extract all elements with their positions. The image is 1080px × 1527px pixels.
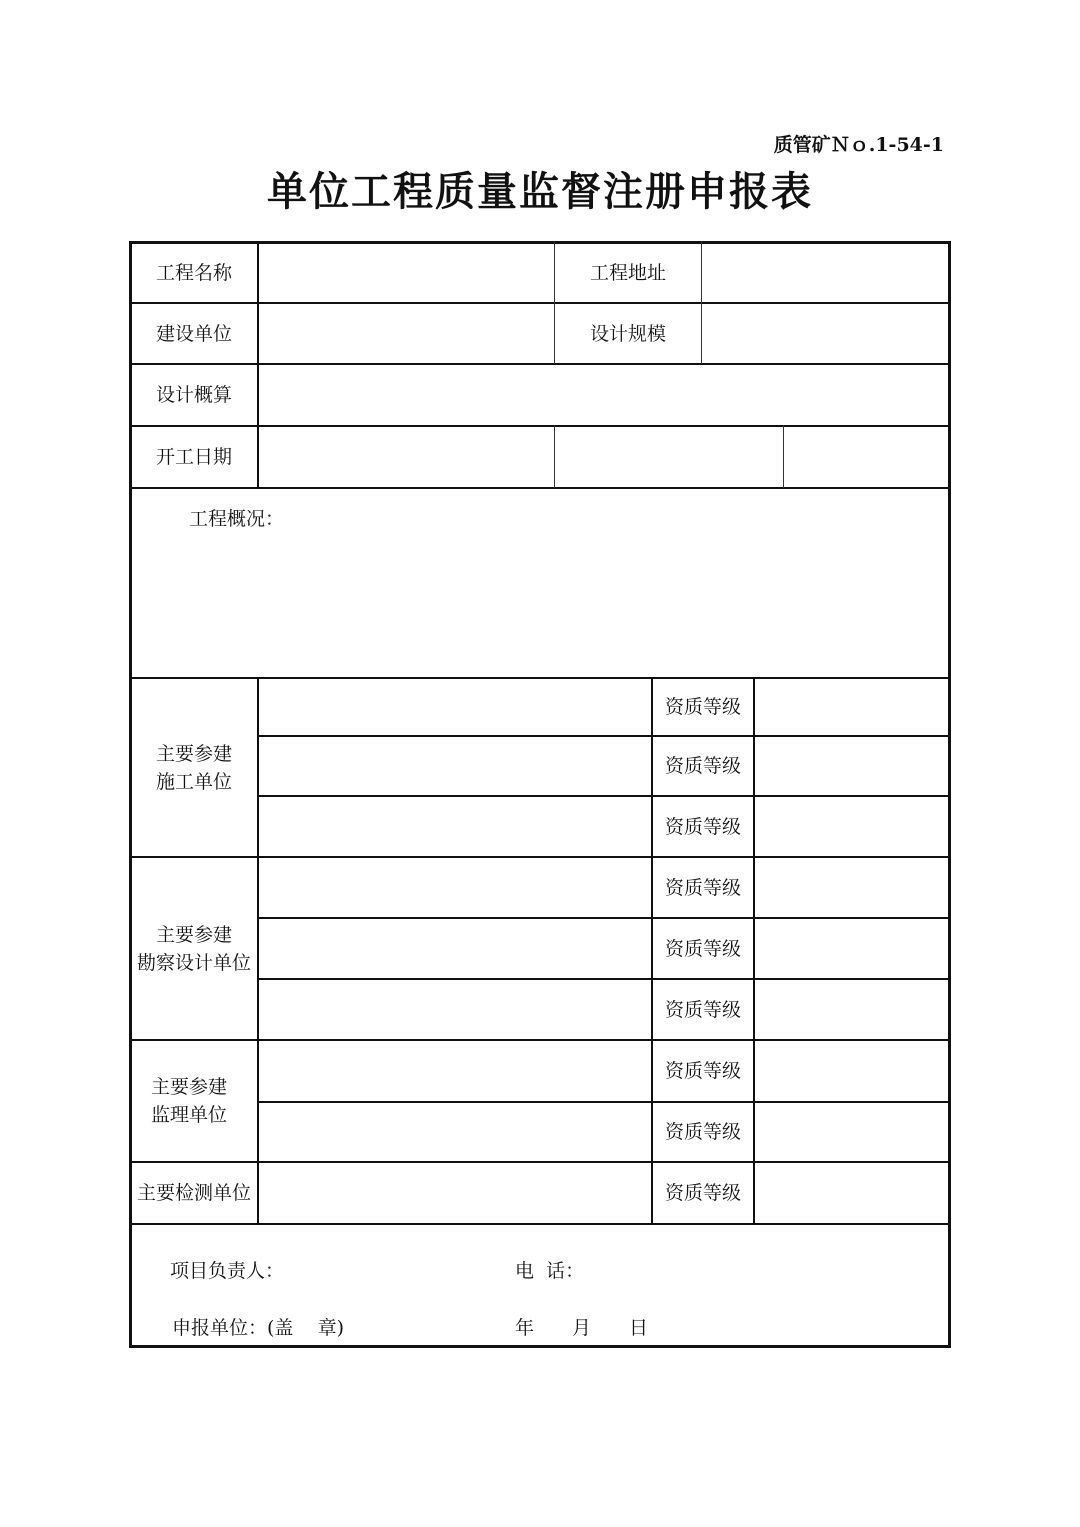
builder-field[interactable] <box>259 304 554 363</box>
construction-unit-line1: 主要参建 <box>155 742 232 765</box>
project-address-label: 工程地址 <box>589 261 666 284</box>
qualification-field[interactable] <box>755 1103 949 1161</box>
qualification-field[interactable] <box>755 1041 949 1101</box>
unit-name-field[interactable] <box>259 797 651 856</box>
qualification-field[interactable] <box>755 1163 949 1223</box>
unit-name-field[interactable] <box>259 1163 651 1223</box>
col-divider <box>701 241 702 364</box>
design-scale-label: 设计规模 <box>589 322 666 345</box>
form-number: 质管矿Ｎｏ.1-54-1 <box>773 134 944 156</box>
start-date-field-3[interactable] <box>785 427 949 487</box>
page-title: 单位工程质量监督注册申报表 <box>267 168 813 215</box>
qualification-label: 资质等级 <box>664 1182 741 1204</box>
design-scale-field[interactable] <box>703 304 949 363</box>
unit-name-field[interactable] <box>259 679 651 735</box>
supervision-unit-line2: 监理单位 <box>150 1104 227 1126</box>
qualification-label: 资质等级 <box>664 815 741 838</box>
construction-unit-line2: 施工单位 <box>155 770 232 793</box>
qualification-label: 资质等级 <box>664 998 741 1021</box>
unit-name-field[interactable] <box>259 1041 651 1101</box>
design-budget-field[interactable] <box>259 365 949 425</box>
applicant-unit-label: 申报单位：(盖 章) <box>172 1317 344 1339</box>
qualification-label: 资质等级 <box>664 696 741 718</box>
row-divider <box>129 1223 951 1225</box>
date-day-label: 日 <box>629 1317 649 1339</box>
qualification-field[interactable] <box>755 679 949 735</box>
date-year-label: 年 <box>515 1317 535 1339</box>
qualification-field[interactable] <box>755 737 949 795</box>
survey-design-unit-label <box>131 858 257 1039</box>
start-date-label: 开工日期 <box>155 446 232 468</box>
date-month-label: 月 <box>572 1317 592 1339</box>
project-overview-field[interactable] <box>131 489 949 677</box>
design-budget-label: 设计概算 <box>155 384 232 406</box>
unit-name-field[interactable] <box>259 737 651 795</box>
qualification-field[interactable] <box>755 797 949 856</box>
supervision-unit-line1: 主要参建 <box>150 1076 227 1098</box>
qualification-label: 资质等级 <box>664 1060 741 1082</box>
phone-label: 电 话： <box>515 1260 585 1282</box>
project-overview-label: 工程概况： <box>189 508 285 530</box>
project-name-label: 工程名称 <box>155 261 232 284</box>
qualification-label: 资质等级 <box>664 1121 741 1143</box>
qualification-label: 资质等级 <box>664 755 741 777</box>
qualification-label: 资质等级 <box>664 876 741 899</box>
unit-name-field[interactable] <box>259 919 651 978</box>
unit-name-field[interactable] <box>259 1103 651 1161</box>
project-manager-label: 项目负责人： <box>170 1260 285 1282</box>
start-date-field-2[interactable] <box>555 427 783 487</box>
unit-name-field[interactable] <box>259 858 651 917</box>
project-name-field[interactable] <box>259 243 554 302</box>
supervision-unit-label <box>131 1041 247 1161</box>
unit-name-field[interactable] <box>259 980 651 1039</box>
qualification-field[interactable] <box>755 858 949 917</box>
col-divider <box>783 425 784 488</box>
survey-design-unit-line2: 勘察设计单位 <box>136 951 251 974</box>
survey-design-unit-line1: 主要参建 <box>155 923 232 946</box>
qualification-label: 资质等级 <box>664 937 741 960</box>
testing-unit-label: 主要检测单位 <box>136 1182 251 1204</box>
project-address-field[interactable] <box>703 243 949 302</box>
start-date-field[interactable] <box>259 427 554 487</box>
qualification-field[interactable] <box>755 919 949 978</box>
construction-unit-label <box>131 679 257 856</box>
builder-label: 建设单位 <box>155 322 232 345</box>
qualification-field[interactable] <box>755 980 949 1039</box>
